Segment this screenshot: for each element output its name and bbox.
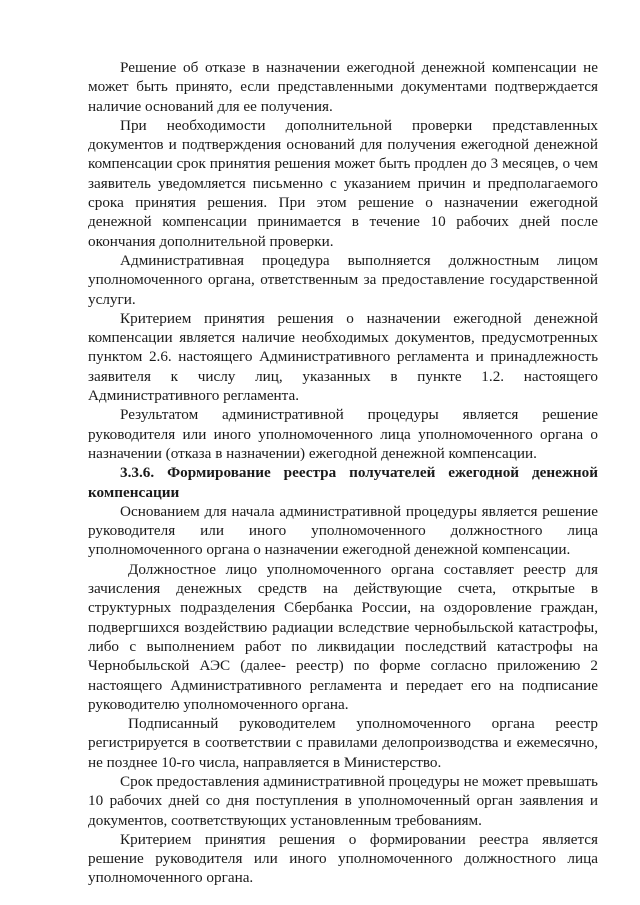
document-page (88, 58, 598, 888)
paragraph-procedure-term: Срок предоставления административной процедуры не может превышать 10 рабочих дней со дня поступления в уполномоченный орган заявления и документов, соответствующих установленным требованиям. (88, 772, 598, 829)
paragraph-refusal-not-allowed: Решение об отказе в назначении ежегодной денежной компенсации не может быть принято, если представленными документами подтверждается наличие оснований для ее получения. (88, 59, 598, 115)
paragraph-registry-compilation: Должностное лицо уполномоченного органа составляет реестр для зачисления денежных средств на действующие счета, открытые в структурных подразделения Сбербанка России, на оздоровление граждан, подвергшихся воздействию радиации вследствие чернобыльской катастрофы, либо с выполнением работ по ликвидации последствий катастрофы на Чернобыльской АЭС (далее- реестр) по форме согласно приложению 2 настоящего Административного регламента и передает его на подписание руководителю уполномоченного органа. (88, 560, 598, 713)
paragraph-registry-criterion: Критерием принятия решения о формировании реестра является решение руководителя или иного уполномоченного должностного лица уполномоченного органа. (88, 830, 598, 887)
paragraph-procedure-result: Результатом административной процедуры является решение руководителя или иного уполномоченного лица уполномоченного органа о назначении (отказа в назначении) ежегодной денежной компенсации. (88, 406, 598, 462)
paragraph-decision-criterion: Критерием принятия решения о назначении ежегодной денежной компенсации является наличие необходимых документов, предусмотренных пунктом 2.6. настоящего Административного регламента и принадлежность заявителя к числу лиц, указанных в пункте 1.2. настоящего Административного регламента. (88, 309, 598, 405)
paragraph-procedure-basis: Основанием для начала административной процедуры является решение руководителя или иного уполномоченного должностного лица уполномоченного органа о назначении ежегодной денежной компенсации. (88, 502, 598, 559)
paragraph-additional-check: При необходимости дополнительной проверки представленных документов и подтверждения оснований для получения ежегодной денежной компенсации срок принятия решения может быть продлен до 3 месяцев, о чем заявитель уведомляется письменно с указанием причин и предполагаемого срока принятия решения. При этом решение о назначении ежегодной денежной компенсации принимается в течение 10 рабочих дней после окончания дополнительной проверки. (88, 116, 598, 250)
paragraph-registry-registration: Подписанный руководителем уполномоченного органа реестр регистрируется в соответствии с правилами делопроизводства и ежемесячно, не позднее 10-го числа, направляется в Министерство. (88, 715, 598, 771)
section-heading: 3.3.6. Формирование реестра получателей ежегодной денежной компенсации (88, 464, 598, 501)
paragraph-responsible-official: Административная процедура выполняется должностным лицом уполномоченного органа, ответственным за предоставление государственной услуги. (88, 251, 598, 308)
